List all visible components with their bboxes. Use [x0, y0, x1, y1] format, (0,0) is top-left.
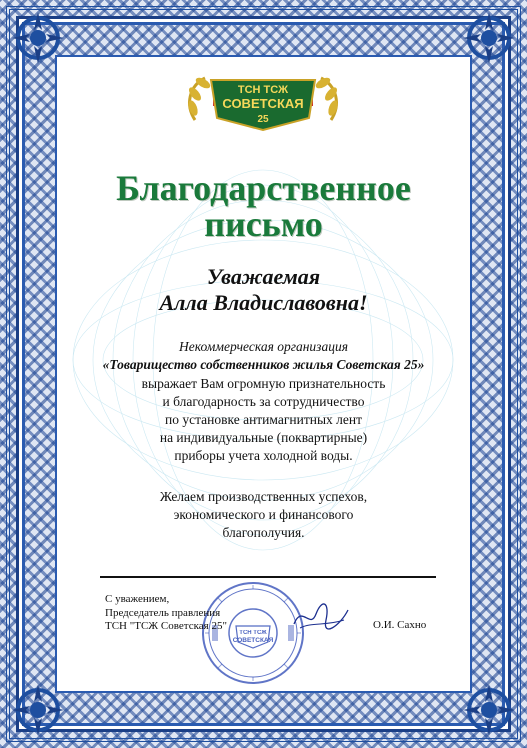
- body-org-type: Некоммерческая организация: [179, 339, 348, 354]
- certificate-title-line1: Благодарственное: [116, 168, 411, 208]
- emblem-line1: ТСН ТСЖ: [237, 84, 289, 96]
- certificate-title-line2: письмо: [204, 204, 323, 244]
- corner-ornament-icon: [459, 680, 519, 740]
- corner-ornament-icon: [8, 8, 68, 68]
- handwritten-signature: [290, 596, 350, 636]
- signer-name: О.И. Сахно: [373, 619, 427, 631]
- wish-line-2: экономического и финансового: [173, 507, 354, 522]
- corner-ornament-icon: [459, 8, 519, 68]
- wish-line-3: благополучия.: [222, 525, 305, 540]
- signature-organization: ТСН "ТСЖ Советская 25": [105, 620, 227, 632]
- emblem-line3: 25: [257, 114, 269, 125]
- wish-line-1: Желаем производственных успехов,: [159, 489, 368, 504]
- body-line-6: на индивидуальные (поквартирные): [159, 430, 368, 445]
- greeting-salutation: Уважаемая: [206, 264, 321, 289]
- body-line-3: выражает Вам огромную признательность: [141, 376, 386, 391]
- body-line-5: по установке антимагнитных лент: [164, 412, 363, 427]
- signature-regards: С уважением,: [105, 593, 170, 605]
- body-line-7: приборы учета холодной воды.: [174, 448, 353, 463]
- greeting-recipient-name: Алла Владиславовна!: [159, 290, 368, 315]
- tsn-emblem-logo: [183, 70, 343, 136]
- body-org-name: «Товарищество собственников жилья Советская 25»: [102, 357, 425, 372]
- signature-position: Председатель правления: [105, 607, 221, 619]
- stamp-text-bottom: СОВЕТСКАЯ: [232, 637, 274, 644]
- corner-ornament-icon: [8, 680, 68, 740]
- body-line-4: и благодарность за сотрудничество: [162, 394, 365, 409]
- emblem-line2: СОВЕТСКАЯ: [222, 96, 304, 111]
- stamp-text-top: ТСН ТСЖ: [239, 630, 267, 636]
